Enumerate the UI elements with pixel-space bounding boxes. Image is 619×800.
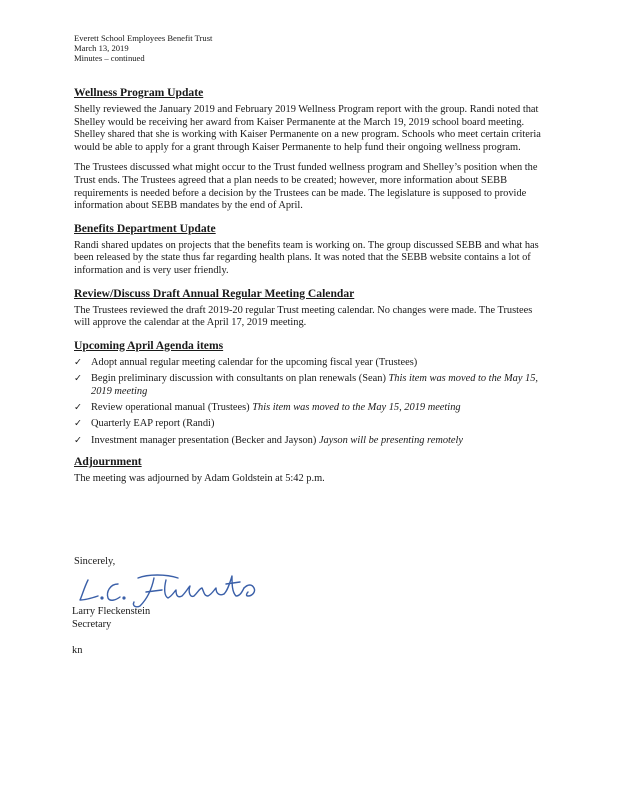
handwritten-signature: [74, 566, 274, 610]
calendar-heading: Review/Discuss Draft Annual Regular Meeting Calendar: [74, 286, 355, 300]
agenda-item-text: Begin preliminary discussion with consultants on plan renewals (Sean): [91, 373, 389, 385]
agenda-item: [74, 418, 544, 431]
agenda-heading: Upcoming April Agenda items: [74, 338, 224, 352]
benefits-heading: Benefits Department Update: [74, 221, 216, 235]
agenda-item-text: Investment manager presentation (Becker and Jayson): [91, 434, 319, 446]
agenda-item-note: Jayson will be presenting remotely: [318, 434, 464, 446]
agenda-item: [74, 402, 544, 415]
typist-initials: kn: [72, 645, 83, 656]
agenda-item: [74, 373, 544, 398]
closing-salutation: Sincerely,: [74, 556, 116, 567]
agenda-item-text: Adopt annual regular meeting calendar for the upcoming fiscal year (Trustees): [91, 356, 418, 368]
agenda-list: [74, 357, 544, 448]
adjournment-section: [74, 455, 544, 486]
agenda-item: [74, 357, 544, 370]
calendar-paragraph: The Trustees reviewed the draft 2019-20 regular Trust meeting calendar. No changes were made. The Trustees will approve the calendar at the April 17, 2019 meeting.: [74, 304, 533, 329]
wellness-heading: Wellness Program Update: [74, 86, 204, 99]
agenda-item-note: This item was moved to the May 15, 2019 meeting: [252, 402, 461, 414]
minutes-body: [74, 86, 544, 486]
checkmark-icon: ✓: [74, 434, 82, 446]
wellness-paragraph-2: The Trustees discussed what might occur to the Trust funded wellness program and Shelley’s position when the Trust ends. The Trustees agreed that a plan needs to be created; however, more information about SEBB requirements is needed before a decision by the Trustees can be made. The legislature is supposed to provide information about SEBB mandates by the end of April.: [74, 162, 538, 212]
signer-title: Secretary: [72, 618, 112, 630]
agenda-section: [74, 339, 544, 448]
adjournment-paragraph: The meeting was adjourned by Adam Goldstein at 5:42 p.m.: [74, 473, 325, 485]
wellness-section: [74, 86, 544, 213]
benefits-section: [74, 222, 544, 278]
agenda-item-note: This item was moved to the May 15, 2019 meeting: [91, 373, 539, 397]
wellness-paragraph-1: Shelly reviewed the January 2019 and February 2019 Wellness Program report with the group. Randi noted that Shelley would be receiving her award from Kaiser Permanente at the March 19, 2019 school board meeting. Shelley shared that she is working with Kaiser Permanente on a new program. Schools who meet certain criteria would be able to apply for a grant through Kaiser Permanente to help fund their ongoing wellness program.: [74, 104, 541, 153]
page-header: [74, 33, 212, 64]
calendar-section: [74, 287, 544, 330]
header-organization: Everett School Employees Benefit Trust: [74, 33, 213, 43]
signer-name: Larry Fleckenstein: [72, 606, 151, 617]
agenda-item: [74, 435, 544, 448]
agenda-item-text: Review operational manual (Trustees): [91, 402, 253, 414]
checkmark-icon: ✓: [74, 418, 82, 430]
agenda-item-text: Quarterly EAP report (Randi): [91, 418, 215, 430]
benefits-paragraph: Randi shared updates on projects that the benefits team is working on. The group discussed SEBB and what has been released by the state thus far regarding health plans. It was noted that the SEBB website contains a lot of information and is very user friendly.: [74, 239, 539, 276]
header-date: March 13, 2019: [74, 43, 129, 54]
header-document-type: Minutes – continued: [74, 53, 145, 64]
checkmark-icon: ✓: [74, 373, 82, 385]
checkmark-icon: ✓: [74, 356, 82, 368]
adjournment-heading: Adjournment: [74, 455, 142, 469]
signature-block: [72, 606, 150, 632]
checkmark-icon: ✓: [74, 402, 82, 414]
